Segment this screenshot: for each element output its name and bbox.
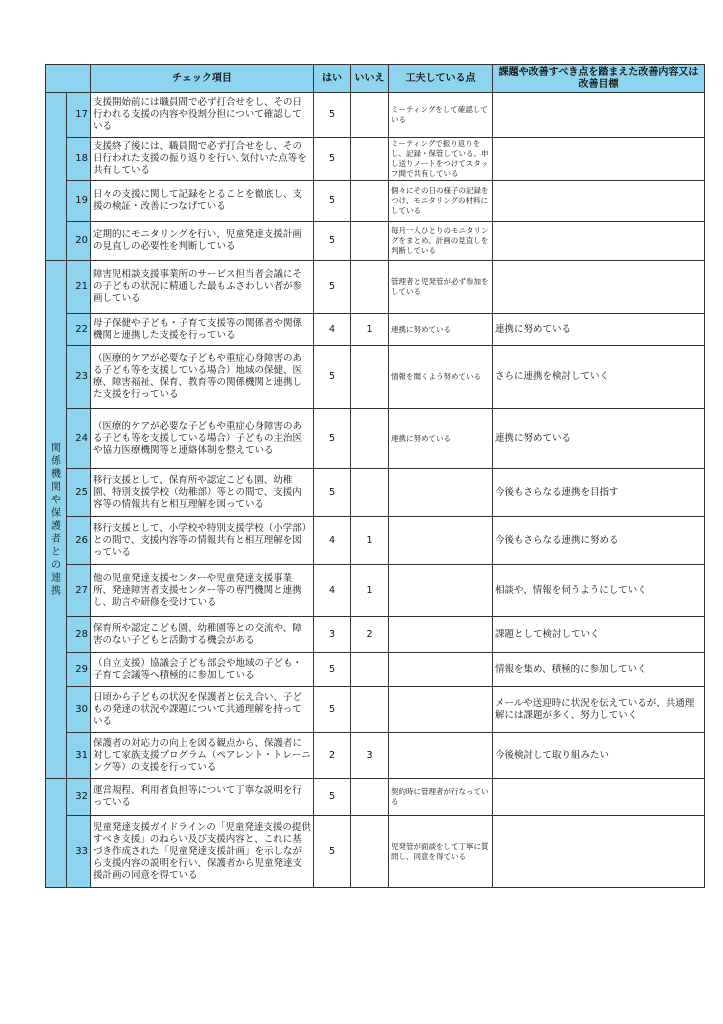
header-yes: はい xyxy=(314,65,351,93)
category-cell xyxy=(46,779,67,888)
row-number: 30 xyxy=(67,687,91,733)
kufu-text xyxy=(389,653,493,687)
yes-count: 5 xyxy=(314,222,351,261)
yes-count: 5 xyxy=(314,181,351,222)
row-number: 26 xyxy=(67,517,91,565)
category-cell xyxy=(46,93,67,261)
no-count xyxy=(351,261,389,314)
improve-text: さらに連携を検討していく xyxy=(493,346,705,409)
row-number: 29 xyxy=(67,653,91,687)
table-row xyxy=(46,93,705,138)
improve-text: 今後もさらなる連携を目指す xyxy=(493,469,705,517)
improve-text: 相談や、情報を伺うようにしていく xyxy=(493,565,705,617)
table-row xyxy=(46,779,705,816)
table-row xyxy=(46,816,705,888)
yes-count: 5 xyxy=(314,409,351,469)
kufu-text: 契約時に管理者が行なっている xyxy=(389,779,493,816)
check-item: （自立支援）協議会子ども部会や地域の子ども・子育て会議等へ積極的に参加している xyxy=(91,653,314,687)
kufu-text xyxy=(389,687,493,733)
row-number: 20 xyxy=(67,222,91,261)
yes-count: 4 xyxy=(314,565,351,617)
improve-text xyxy=(493,261,705,314)
check-item: 移行支援として、保育所や認定こども園、幼稚園、特別支援学校（幼稚部）等との間で、支援内容等の情報共有と相互理解を図っている xyxy=(91,469,314,517)
improve-text: メールや送迎時に状況を伝えているが、共通理解には課題が多く、努力していく xyxy=(493,687,705,733)
improve-text xyxy=(493,816,705,888)
header-improve: 課題や改善すべき点を踏まえた改善内容又は改善目標 xyxy=(493,65,705,93)
kufu-text: 児発管が面談をして丁寧に質問し、同意を得ている xyxy=(389,816,493,888)
no-count xyxy=(351,93,389,138)
header-no: いいえ xyxy=(351,65,389,93)
no-count xyxy=(351,779,389,816)
kufu-text: 毎月一人ひとりのモニタリングをまとめ、計画の見直しを判断している xyxy=(389,222,493,261)
check-item: 運営規程、利用者負担等について丁寧な説明を行っている xyxy=(91,779,314,816)
improve-text xyxy=(493,779,705,816)
kufu-text: 連携に努めている xyxy=(389,409,493,469)
check-item: 児童発達支援ガイドラインの「児童発達支援の提供すべき支援」のねらい及び支援内容と、これに基づき作成された「児童発達支援計画」を示しながら支援内容の説明を行い、保護者から児童発達支援計画の同意を得ている xyxy=(91,816,314,888)
kufu-text: ミーティングをして確認している xyxy=(389,93,493,138)
table-row xyxy=(46,565,705,617)
table-row xyxy=(46,314,705,346)
improve-text: 今後もさらなる連携に努める xyxy=(493,517,705,565)
row-number: 28 xyxy=(67,617,91,653)
row-number: 24 xyxy=(67,409,91,469)
no-count xyxy=(351,653,389,687)
table-row xyxy=(46,469,705,517)
table-row xyxy=(46,222,705,261)
self-evaluation-table xyxy=(45,64,705,888)
check-item: 保護者の対応力の向上を図る観点から、保護者に対して家族支援プログラム（ペアレント・トレーニング等）の支援を行っている xyxy=(91,733,314,779)
no-count xyxy=(351,687,389,733)
check-item: 定期的にモニタリングを行い、児童発達支援計画の見直しの必要性を判断している xyxy=(91,222,314,261)
table-row xyxy=(46,733,705,779)
yes-count: 5 xyxy=(314,816,351,888)
yes-count: 4 xyxy=(314,517,351,565)
kufu-text: 連携に努めている xyxy=(389,314,493,346)
no-count: 1 xyxy=(351,314,389,346)
kufu-text xyxy=(389,517,493,565)
check-item: （医療的ケアが必要な子どもや重症心身障害のある子ども等を支援している場合）地域の保健、医療、障害福祉、保育、教育等の関係機関と連携した支援を行っている xyxy=(91,346,314,409)
table-row xyxy=(46,181,705,222)
header-blank xyxy=(46,65,91,93)
check-item: 支援開始前には職員間で必ず打合せをし、その日行われる支援の内容や役割分担について確認している xyxy=(91,93,314,138)
no-count: 3 xyxy=(351,733,389,779)
kufu-text xyxy=(389,617,493,653)
improve-text xyxy=(493,181,705,222)
yes-count: 5 xyxy=(314,779,351,816)
yes-count: 2 xyxy=(314,733,351,779)
yes-count: 5 xyxy=(314,469,351,517)
improve-text xyxy=(493,138,705,181)
check-item: 支援終了後には、職員間で必ず打合せをし、その日行われた支援の振り返りを行い､気付いた点等を共有している xyxy=(91,138,314,181)
yes-count: 4 xyxy=(314,314,351,346)
improve-text: 課題として検討していく xyxy=(493,617,705,653)
check-item: 移行支援として、小学校や特別支援学校（小学部）との間で、支援内容等の情報共有と相互理解を図っている xyxy=(91,517,314,565)
row-number: 32 xyxy=(67,779,91,816)
no-count xyxy=(351,469,389,517)
improve-text: 連携に努めている xyxy=(493,314,705,346)
no-count xyxy=(351,346,389,409)
kufu-text xyxy=(389,565,493,617)
category-label: 関係機関や保護者との連携 xyxy=(51,442,61,597)
no-count xyxy=(351,181,389,222)
improve-text: 連携に努めている xyxy=(493,409,705,469)
improve-text: 情報を集め、積極的に参加していく xyxy=(493,653,705,687)
yes-count: 5 xyxy=(314,93,351,138)
row-number: 19 xyxy=(67,181,91,222)
row-number: 33 xyxy=(67,816,91,888)
check-item: 保育所や認定こども園、幼稚園等との交流や、障害のない子どもと活動する機会がある xyxy=(91,617,314,653)
no-count xyxy=(351,409,389,469)
yes-count: 5 xyxy=(314,261,351,314)
no-count: 1 xyxy=(351,565,389,617)
check-item: 他の児童発達支援センターや児童発達支援事業所、発達障害者支援センター等の専門機関と連携し、助言や研修を受けている xyxy=(91,565,314,617)
no-count xyxy=(351,816,389,888)
table-row xyxy=(46,138,705,181)
check-item: 母子保健や子ども・子育て支援等の関係者や関係機関と連携した支援を行っている xyxy=(91,314,314,346)
category-cell xyxy=(46,261,67,779)
check-item: 日頃から子どもの状況を保護者と伝え合い、子どもの発達の状況や課題について共通理解を持っている xyxy=(91,687,314,733)
row-number: 21 xyxy=(67,261,91,314)
yes-count: 5 xyxy=(314,687,351,733)
check-item: （医療的ケアが必要な子どもや重症心身障害のある子ども等を支援している場合）子どもの主治医や協力医療機関等と連絡体制を整えている xyxy=(91,409,314,469)
table-row xyxy=(46,617,705,653)
kufu-text xyxy=(389,469,493,517)
improve-text xyxy=(493,93,705,138)
table-row xyxy=(46,409,705,469)
improve-text: 今後検討して取り組みたい xyxy=(493,733,705,779)
no-count: 2 xyxy=(351,617,389,653)
check-item: 日々の支援に関して記録をとることを徹底し、支援の検証・改善につなげている xyxy=(91,181,314,222)
row-number: 25 xyxy=(67,469,91,517)
yes-count: 3 xyxy=(314,617,351,653)
improve-text xyxy=(493,222,705,261)
table-row xyxy=(46,687,705,733)
table-row xyxy=(46,261,705,314)
row-number: 23 xyxy=(67,346,91,409)
no-count: 1 xyxy=(351,517,389,565)
kufu-text xyxy=(389,733,493,779)
row-number: 31 xyxy=(67,733,91,779)
kufu-text: 個々にその日の様子の記録をつけ、モニタリングの材料にしている xyxy=(389,181,493,222)
table-row xyxy=(46,346,705,409)
yes-count: 5 xyxy=(314,138,351,181)
yes-count: 5 xyxy=(314,346,351,409)
row-number: 18 xyxy=(67,138,91,181)
kufu-text: ミーティングで振り返りをし、記録・保管している。申し送りノートをつけてスタッフ間で共有している xyxy=(389,138,493,181)
yes-count: 5 xyxy=(314,653,351,687)
no-count xyxy=(351,222,389,261)
header-kufu: 工夫している点 xyxy=(389,65,493,93)
kufu-text: 情報を聞くよう努めている xyxy=(389,346,493,409)
row-number: 17 xyxy=(67,93,91,138)
table-row xyxy=(46,653,705,687)
row-number: 27 xyxy=(67,565,91,617)
kufu-text: 管理者と児発管が必ず参加をしている xyxy=(389,261,493,314)
row-number: 22 xyxy=(67,314,91,346)
no-count xyxy=(351,138,389,181)
header-item: チェック項目 xyxy=(91,65,314,93)
check-item: 障害児相談支援事業所のサービス担当者会議にその子どもの状況に精通した最もふさわしい者が参画している xyxy=(91,261,314,314)
table-row xyxy=(46,517,705,565)
header-row xyxy=(46,65,705,93)
